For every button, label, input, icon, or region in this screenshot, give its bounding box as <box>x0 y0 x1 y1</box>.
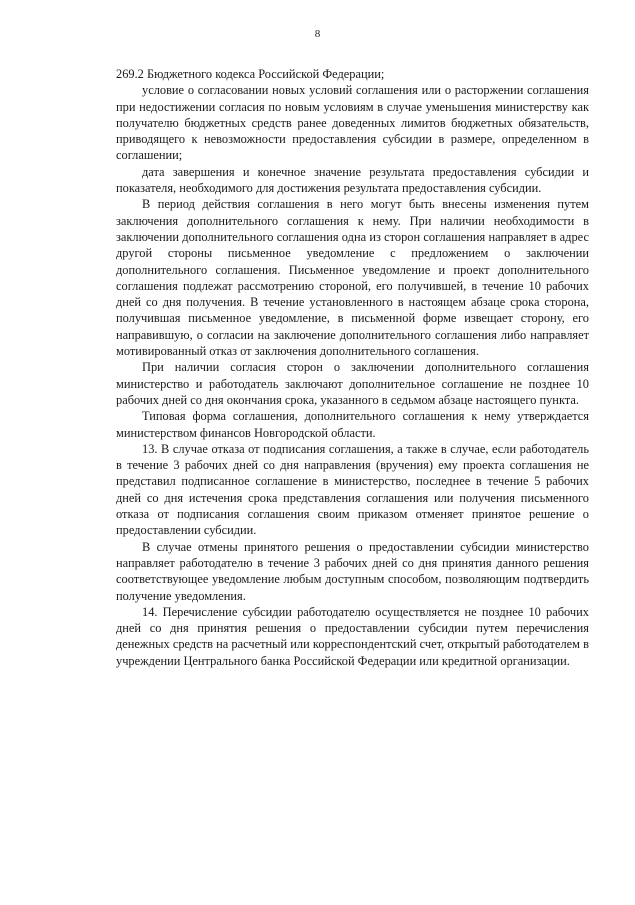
paragraph-amendments: В период действия соглашения в него могут быть внесены изменения путем заключения дополнительного соглашения к нему. При наличии необходимости в заключении дополнительного соглашения одна из сторон соглашения направляет в адрес другой стороны письменное уведомление с предложением о заключении дополнительного соглашения. Письменное уведомление и проект дополнительного соглашения подлежат рассмотрению стороной, его получившей, в течение 10 рабочих дней со дня получения. В течение установленного в настоящем абзаце срока сторона, получившая письменное уведомление, в письменной форме извещает сторону, его направившую, о согласии на заключение дополнительного соглашения либо направляет мотивированный отказ от заключения дополнительного соглашения. <box>116 197 589 359</box>
page-number: 8 <box>314 28 321 40</box>
document-body <box>116 66 589 669</box>
paragraph-standard-form: Типовая форма соглашения, дополнительного соглашения к нему утверждается министерством финансов Новгородской области. <box>116 409 589 440</box>
paragraph-mutual-consent: При наличии согласия сторон о заключении дополнительного соглашения министерство и работодатель заключают дополнительное соглашение не позднее 10 рабочих дней со дня окончания срока, указанного в седьмом абзаце настоящего пункта. <box>116 360 589 407</box>
paragraph-budget-code-ref: 269.2 Бюджетного кодекса Российской Федерации; <box>116 67 385 81</box>
paragraph-agreement-terms-condition: условие о согласовании новых условий соглашения или о расторжении соглашения при недостижении согласия по новым условиям в случае уменьшения министерству как получателю бюджетных средств ранее доведенных лимитов бюджетных обязательств, приводящего к невозможности предоставления субсидии в размере, определенном в соглашении; <box>116 83 589 163</box>
paragraph-completion-date: дата завершения и конечное значение результата предоставления субсидии и показателя, необходимого для достижения результата предоставления субсидии. <box>116 164 589 196</box>
paragraph-cancellation-notice: В случае отмены принятого решения о предоставлении субсидии министерство направляет работодателю в течение 3 рабочих дней со дня принятия данного решения соответствующее уведомление любым доступным способом, позволяющим подтвердить получение уведомления. <box>116 539 589 603</box>
paragraph-item-14: 14. Перечисление субсидии работодателю осуществляется не позднее 10 рабочих дней со дня принятия решения о предоставлении субсидии путем перечисления денежных средств на расчетный или корреспондентский счет, открытый работодателем в учреждении Центрального банка Российской Федерации или кредитной организации. <box>116 604 589 668</box>
paragraph-item-13: 13. В случае отказа от подписания соглашения, а также в случае, если работодатель в течение 3 рабочих дней со дня направления (вручения) ему проекта соглашения не представил подписанное соглашение в министерство, последнее в течение 5 рабочих дней со дня истечения срока представления соглашения или получения письменного отказа от подписания соглашения своим приказом отменяет принятое решение о предоставлении субсидии. <box>116 441 589 538</box>
